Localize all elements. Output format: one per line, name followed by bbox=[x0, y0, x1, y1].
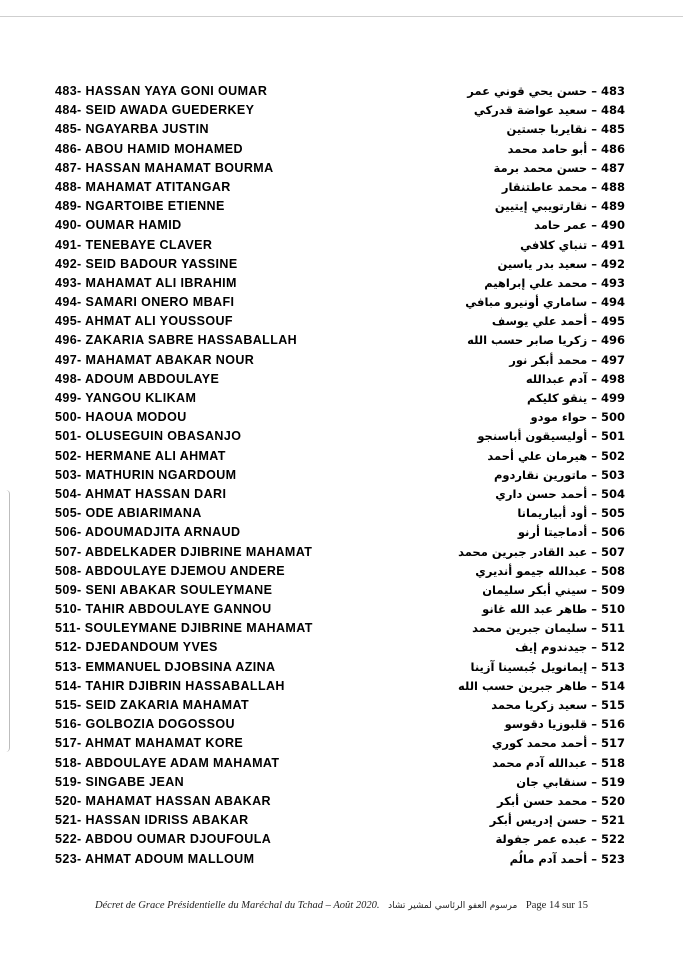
list-item bbox=[55, 638, 625, 657]
list-item bbox=[55, 197, 625, 216]
latin-name: 504- AHMAT HASSAN DARI bbox=[55, 486, 227, 501]
arabic-name: 499 – ينقو كليكم bbox=[526, 391, 625, 405]
arabic-name: 504 – أحمد حسن داري bbox=[495, 486, 625, 501]
list-item bbox=[55, 485, 625, 504]
list-item bbox=[55, 274, 625, 293]
arabic-name: 489 – نقارتويبي إيتيين bbox=[494, 199, 625, 214]
arabic-name: 510 – طاهر عبد الله غانو bbox=[482, 602, 625, 617]
list-item bbox=[55, 101, 625, 120]
arabic-name: 487 – حسن محمد برمة bbox=[493, 160, 625, 175]
list-item bbox=[55, 619, 625, 638]
arabic-name: 495 – أحمد علي يوسف bbox=[491, 314, 625, 329]
list-item bbox=[55, 715, 625, 734]
list-item bbox=[55, 754, 625, 773]
latin-name: 508- ABDOULAYE DJEMOU ANDERE bbox=[55, 563, 285, 578]
list-item bbox=[55, 82, 625, 101]
latin-name: 523- AHMAT ADOUM MALLOUM bbox=[55, 851, 255, 866]
latin-name: 517- AHMAT MAHAMAT KORE bbox=[55, 736, 244, 751]
latin-name: 519- SINGABE JEAN bbox=[55, 774, 185, 789]
latin-name: 497- MAHAMAT ABAKAR NOUR bbox=[55, 352, 255, 367]
latin-name: 489- NGARTOIBE ETIENNE bbox=[55, 199, 225, 214]
list-item bbox=[55, 159, 625, 178]
list-item bbox=[55, 427, 625, 446]
arabic-name: 498 – آدم عبدالله bbox=[525, 371, 625, 386]
arabic-name: 512 – جيدندوم إيف bbox=[515, 640, 625, 655]
arabic-name: 505 – أود أبياريمانا bbox=[517, 506, 625, 521]
list-item bbox=[55, 850, 625, 869]
list-item bbox=[55, 830, 625, 849]
arabic-name: 493 – محمد علي إبراهيم bbox=[484, 275, 625, 290]
latin-name: 520- MAHAMAT HASSAN ABAKAR bbox=[55, 793, 271, 808]
latin-name: 510- TAHIR ABDOULAYE GANNOU bbox=[55, 602, 272, 617]
arabic-name: 515 – سعيد زكريا محمد bbox=[491, 698, 625, 712]
arabic-name: 522 – عبده عمر جفولة bbox=[495, 832, 625, 847]
arabic-name: 523 – أحمد آدم مالُم bbox=[509, 851, 625, 866]
latin-name: 500- HAOUA MODOU bbox=[55, 410, 187, 425]
latin-name: 521- HASSAN IDRISS ABAKAR bbox=[55, 813, 249, 828]
arabic-name: 496 – زكريا صابر حسب الله bbox=[467, 333, 625, 348]
arabic-name: 518 – عبدالله آدم محمد bbox=[492, 755, 625, 770]
list-item bbox=[55, 331, 625, 350]
latin-name: 507- ABDELKADER DJIBRINE MAHAMAT bbox=[55, 544, 313, 559]
latin-name: 496- ZAKARIA SABRE HASSABALLAH bbox=[55, 333, 298, 348]
page-footer bbox=[0, 900, 683, 911]
arabic-name: 517 – أحمد محمد كوري bbox=[491, 736, 625, 751]
latin-name: 514- TAHIR DJIBRIN HASSABALLAH bbox=[55, 678, 285, 693]
arabic-name: 521 – حسن إدريس أبكر bbox=[489, 813, 625, 828]
latin-name: 488- MAHAMAT ATITANGAR bbox=[55, 179, 231, 194]
latin-name: 518- ABDOULAYE ADAM MAHAMAT bbox=[55, 755, 280, 770]
latin-name: 492- SEID BADOUR YASSINE bbox=[55, 256, 238, 271]
arabic-name: 514 – طاهر جبرين حسب الله bbox=[458, 678, 625, 693]
arabic-name: 483 – حسن يحي قوني عمر bbox=[467, 84, 625, 98]
latin-name: 495- AHMAT ALI YOUSSOUF bbox=[55, 314, 233, 329]
list-item bbox=[55, 581, 625, 600]
list-item bbox=[55, 236, 625, 255]
list-item bbox=[55, 120, 625, 139]
latin-name: 491- TENEBAYE CLAVER bbox=[55, 237, 213, 252]
latin-name: 515- SEID ZAKARIA MAHAMAT bbox=[55, 698, 250, 712]
scrollbar-rail[interactable] bbox=[0, 490, 10, 752]
latin-name: 522- ABDOU OUMAR DJOUFOULA bbox=[55, 832, 272, 847]
list-item bbox=[55, 293, 625, 312]
latin-name: 502- HERMANE ALI AHMAT bbox=[55, 448, 226, 463]
arabic-name: 497 – محمد أبكر نور bbox=[509, 352, 625, 367]
list-item bbox=[55, 773, 625, 792]
latin-name: 509- SENI ABAKAR SOULEYMANE bbox=[55, 582, 273, 597]
list-item bbox=[55, 389, 625, 408]
list-item bbox=[55, 408, 625, 427]
latin-name: 487- HASSAN MAHAMAT BOURMA bbox=[55, 160, 274, 175]
names-list bbox=[55, 82, 625, 869]
arabic-name: 513 – إيمانويل جُبسينا آزينا bbox=[470, 659, 625, 674]
footer-decree-title-arabic: مرسوم العفو الرئاسي لمشير تشاد bbox=[388, 901, 518, 911]
arabic-name: 501 – أوليسيقون أباسنجو bbox=[477, 429, 625, 444]
latin-name: 513- EMMANUEL DJOBSINA AZINA bbox=[55, 659, 276, 674]
list-item bbox=[55, 600, 625, 619]
list-item bbox=[55, 370, 625, 389]
list-item bbox=[55, 178, 625, 197]
list-item bbox=[55, 658, 625, 677]
arabic-name: 491 – تنباي كلافي bbox=[520, 237, 625, 252]
arabic-name: 516 – قلبوزيا دقوسو bbox=[504, 717, 625, 732]
list-item bbox=[55, 140, 625, 159]
list-item bbox=[55, 255, 625, 274]
latin-name: 512- DJEDANDOUM YVES bbox=[55, 640, 218, 655]
arabic-name: 511 – سليمان جبرين محمد bbox=[472, 621, 625, 636]
latin-name: 503- MATHURIN NGARDOUM bbox=[55, 467, 237, 482]
arabic-name: 520 – محمد حسن أبكر bbox=[497, 793, 625, 808]
latin-name: 499- YANGOU KLIKAM bbox=[55, 391, 197, 405]
arabic-name: 500 – حواء مودو bbox=[530, 410, 625, 425]
arabic-name: 488 – محمد عاطتنقار bbox=[501, 179, 625, 194]
list-item bbox=[55, 562, 625, 581]
list-item bbox=[55, 351, 625, 370]
list-item bbox=[55, 792, 625, 811]
arabic-name: 503 – ماتورين نقاردوم bbox=[493, 467, 625, 482]
latin-name: 493- MAHAMAT ALI IBRAHIM bbox=[55, 275, 237, 290]
arabic-name: 509 – سيني أبكر سليمان bbox=[482, 582, 625, 597]
list-item bbox=[55, 216, 625, 235]
arabic-name: 506 – أدماجيتا أرنو bbox=[517, 525, 625, 540]
latin-name: 485- NGAYARBA JUSTIN bbox=[55, 122, 209, 137]
list-item bbox=[55, 504, 625, 523]
list-item bbox=[55, 696, 625, 715]
arabic-name: 492 – سعيد بدر ياسين bbox=[497, 256, 625, 271]
latin-name: 494- SAMARI ONERO MBAFI bbox=[55, 295, 235, 310]
list-item bbox=[55, 466, 625, 485]
list-item bbox=[55, 312, 625, 331]
page-top-border bbox=[0, 0, 683, 17]
arabic-name: 490 – عمر حامد bbox=[534, 218, 625, 233]
arabic-name: 519 – سنقابي جان bbox=[516, 774, 625, 789]
arabic-name: 502 – هيرمان علي أحمد bbox=[487, 448, 625, 463]
latin-name: 483- HASSAN YAYA GONI OUMAR bbox=[55, 84, 268, 98]
latin-name: 486- ABOU HAMID MOHAMED bbox=[55, 141, 243, 156]
list-item bbox=[55, 543, 625, 562]
arabic-name: 484 – سعيد عواضة قدركي bbox=[473, 103, 625, 118]
list-item bbox=[55, 447, 625, 466]
list-item bbox=[55, 811, 625, 830]
latin-name: 511- SOULEYMANE DJIBRINE MAHAMAT bbox=[55, 621, 313, 636]
arabic-name: 486 – أبو حامد محمد bbox=[507, 141, 625, 156]
footer-decree-title: Décret de Grace Présidentielle du Maréchal du Tchad – Août 2020. bbox=[94, 900, 380, 911]
latin-name: 490- OUMAR HAMID bbox=[55, 218, 182, 233]
latin-name: 516- GOLBOZIA DOGOSSOU bbox=[55, 717, 235, 732]
list-item bbox=[55, 677, 625, 696]
latin-name: 505- ODE ABIARIMANA bbox=[55, 506, 202, 521]
latin-name: 498- ADOUM ABDOULAYE bbox=[55, 371, 220, 386]
latin-name: 501- OLUSEGUIN OBASANJO bbox=[55, 429, 242, 444]
latin-name: 506- ADOUMADJITA ARNAUD bbox=[55, 525, 241, 540]
arabic-name: 508 – عبدالله جيمو أنديري bbox=[475, 563, 625, 578]
list-item bbox=[55, 523, 625, 542]
arabic-name: 494 – ساماري أونيرو مبافي bbox=[465, 295, 625, 310]
list-item bbox=[55, 734, 625, 753]
arabic-name: 507 – عبد القادر جبرين محمد bbox=[458, 544, 625, 559]
footer-page-number: Page 14 sur 15 bbox=[525, 900, 589, 911]
arabic-name: 485 – نقايربا جستين bbox=[506, 122, 625, 137]
latin-name: 484- SEID AWADA GUEDERKEY bbox=[55, 103, 255, 118]
